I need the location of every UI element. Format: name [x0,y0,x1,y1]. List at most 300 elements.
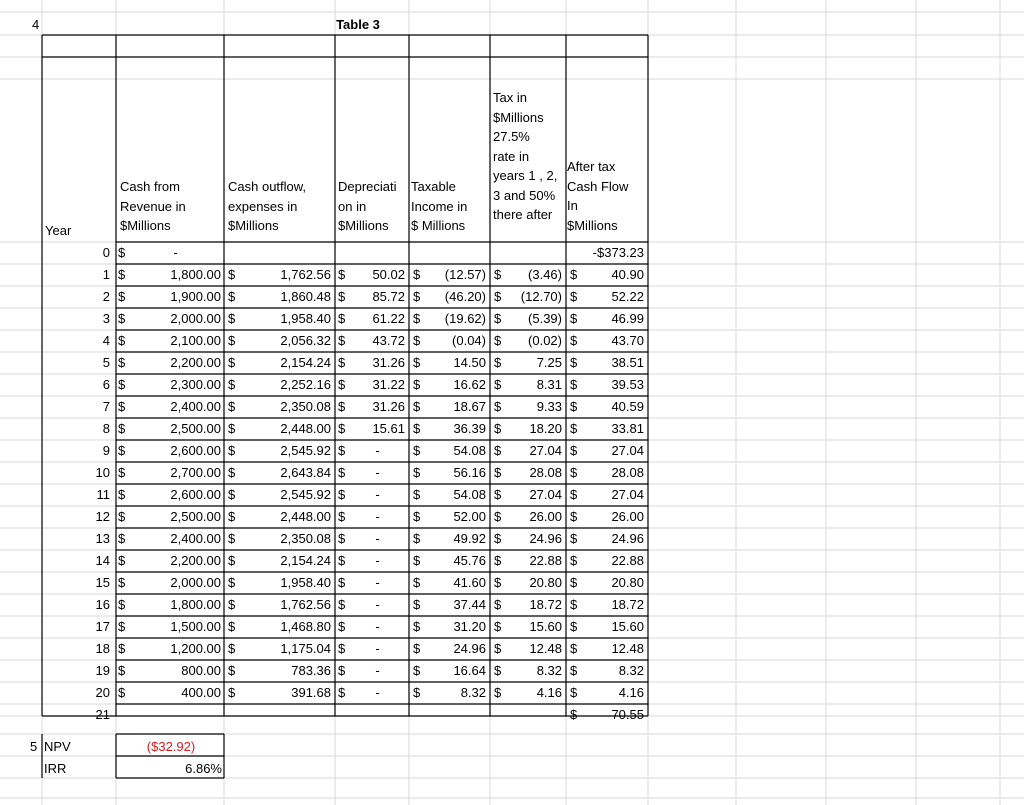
cell-dep[interactable]: - [375,465,380,480]
cell-acf[interactable]: 33.81 [611,421,644,436]
currency-symbol: $ [118,399,126,414]
cell-rev[interactable]: 1,500.00 [170,619,221,634]
cell-dep[interactable]: - [375,509,380,524]
cell-tax[interactable]: 24.96 [529,531,562,546]
currency-symbol: $ [228,619,236,634]
cell-tax_inc[interactable]: (0.04) [452,333,486,348]
currency-symbol: $ [494,597,502,612]
currency-symbol: $ [494,267,502,282]
cell-out[interactable]: 2,154.24 [280,553,331,568]
cell-rev[interactable]: 400.00 [181,685,221,700]
year-cell[interactable]: 11 [96,487,110,502]
cell-tax_inc[interactable]: 24.96 [453,641,486,656]
header-tax-line: rate in [493,148,530,164]
year-cell[interactable]: 3 [102,311,110,326]
cell-tax_inc[interactable]: 49.92 [453,531,486,546]
currency-symbol: $ [118,333,126,348]
cell-acf[interactable]: 52.22 [611,289,644,304]
currency-symbol: $ [228,355,236,370]
cell-tax_inc[interactable]: 45.76 [453,553,486,568]
currency-symbol: $ [494,641,502,656]
cell-tax_inc[interactable]: (46.20) [444,289,486,304]
year-cell[interactable]: 9 [102,443,110,458]
cell-tax[interactable]: 20.80 [529,575,562,590]
cell-acf[interactable]: 15.60 [611,619,644,634]
header-revenue-line: $Millions [120,218,171,233]
currency-symbol: $ [118,575,126,590]
header-depreciation-line: $Millions [338,218,389,233]
currency-symbol: $ [494,685,502,700]
currency-symbol: $ [228,267,236,282]
currency-symbol: $ [228,289,236,304]
currency-symbol: $ [570,553,578,568]
irr-value[interactable]: 6.86% [185,761,222,776]
currency-symbol: $ [228,377,236,392]
cell-acf[interactable]: 18.72 [611,597,644,612]
header-revenue [120,177,225,236]
currency-symbol: $ [338,509,346,524]
currency-symbol: $ [413,685,421,700]
currency-symbol: $ [494,465,502,480]
cell-tax_inc[interactable]: 8.32 [460,685,486,700]
currency-symbol: $ [413,531,421,546]
currency-symbol: $ [570,509,578,524]
year-cell[interactable]: 6 [102,377,110,392]
year-cell[interactable]: 5 [102,355,110,370]
cell-out[interactable]: 1,175.04 [280,641,331,656]
npv-value[interactable]: ($32.92) [146,739,196,754]
cell-tax[interactable]: 4.16 [536,685,562,700]
currency-symbol: $ [570,465,578,480]
cell-acf[interactable]: 43.70 [611,333,644,348]
cell-out[interactable]: 1,762.56 [280,597,331,612]
header-taxable-line: $ Millions [411,218,466,233]
cell-dep[interactable]: - [375,685,380,700]
currency-symbol: $ [228,465,236,480]
currency-symbol: $ [118,597,126,612]
cell-rev[interactable]: 2,200.00 [170,553,221,568]
cell-out[interactable]: 2,643.84 [280,465,331,480]
currency-symbol: $ [570,399,578,414]
cell-tax_inc[interactable]: 52.00 [453,509,486,524]
currency-symbol: $ [494,553,502,568]
cell-out[interactable]: 2,154.24 [280,355,331,370]
currency-symbol: $ [413,311,421,326]
cell-dep[interactable]: - [375,553,380,568]
currency-symbol: $ [570,267,578,282]
currency-symbol: $ [118,289,126,304]
currency-symbol: $ [413,509,421,524]
cell-out[interactable]: 1,958.40 [280,575,331,590]
cell-out[interactable]: 2,448.00 [280,421,331,436]
currency-symbol: $ [494,509,502,524]
currency-symbol: $ [338,399,346,414]
cell-acf[interactable]: 20.80 [611,575,644,590]
cell-tax_inc[interactable]: 54.08 [453,443,486,458]
currency-symbol: $ [228,575,236,590]
cell-tax_inc[interactable]: 54.08 [453,487,486,502]
cell-tax[interactable]: 28.08 [529,465,562,480]
header-aftertax-line: Cash Flow [567,178,629,194]
currency-symbol: $ [413,663,421,678]
currency-symbol: $ [118,465,126,480]
cell-dep[interactable]: - [375,663,380,678]
currency-symbol: $ [494,663,502,678]
currency-symbol: $ [338,333,346,348]
year-cell[interactable]: 15 [95,575,110,590]
cell-rev[interactable]: 2,400.00 [170,531,221,546]
cell-acf[interactable]: 38.51 [611,355,644,370]
currency-symbol: $ [118,377,126,392]
cell-tax_inc[interactable]: 56.16 [453,465,486,480]
currency-symbol: $ [570,289,578,304]
currency-symbol: $ [118,663,126,678]
currency-symbol: $ [118,531,126,546]
currency-symbol: $ [413,421,421,436]
currency-symbol: $ [413,399,421,414]
year-cell[interactable]: 13 [95,531,110,546]
cell-out[interactable]: 2,350.08 [280,531,331,546]
npv-label[interactable]: NPV [44,739,71,754]
header-aftertax-line: $Millions [567,217,618,233]
header-tax-line: years 1 , 2, [493,168,558,183]
header-tax-line: 27.5% [493,129,530,144]
currency-symbol: $ [413,641,421,656]
cell-tax[interactable]: 18.20 [529,421,562,436]
cell-tax[interactable]: 9.33 [536,399,562,414]
cell-dep[interactable]: 50.02 [372,267,405,282]
cell-out[interactable]: 783.36 [291,663,331,678]
currency-symbol: $ [494,289,502,304]
currency-symbol: $ [338,685,346,700]
currency-symbol: $ [338,465,346,480]
cell-tax[interactable]: 7.25 [536,355,562,370]
currency-symbol: $ [228,553,236,568]
cell-acf[interactable]: 46.99 [611,311,644,326]
currency-symbol: $ [338,553,346,568]
year-cell[interactable]: 0 [102,245,110,260]
currency-symbol: $ [118,443,126,458]
currency-symbol: $ [118,619,126,634]
year-cell[interactable]: 21 [95,707,110,722]
currency-symbol: $ [494,355,502,370]
cell-out[interactable]: 2,252.16 [280,377,331,392]
cell-tax[interactable]: 27.04 [529,443,562,458]
currency-symbol: $ [338,487,346,502]
cell-tax_inc[interactable]: 36.39 [453,421,486,436]
cell-acf[interactable]: 39.53 [611,377,644,392]
currency-symbol: $ [413,465,421,480]
cell-acf[interactable]: 4.16 [618,685,644,700]
currency-symbol: $ [413,597,421,612]
cell-acf[interactable]: 8.32 [618,663,644,678]
cell-tax_inc[interactable]: 14.50 [453,355,486,370]
cell-rev[interactable]: 2,000.00 [170,575,221,590]
cell-dep[interactable]: 31.26 [372,399,405,414]
cell-out[interactable]: 1,468.80 [280,619,331,634]
cell-acf[interactable]: -$373.23 [592,245,644,260]
cell-rev[interactable]: - [173,245,178,260]
currency-symbol: $ [228,685,236,700]
currency-symbol: $ [338,267,346,282]
cell-acf[interactable]: 28.08 [611,465,644,480]
cell-dep[interactable]: - [375,641,380,656]
header-aftertax-line: In [567,198,578,213]
cell-dep[interactable]: - [375,575,380,590]
currency-symbol: $ [570,663,578,678]
cell-tax[interactable]: (0.02) [528,333,562,348]
cell-rev[interactable]: 2,200.00 [170,355,221,370]
cell-dep[interactable]: 85.72 [372,289,405,304]
currency-symbol: $ [338,311,346,326]
cell-acf[interactable]: 22.88 [611,553,644,568]
currency-symbol: $ [118,267,126,282]
currency-symbol: $ [228,399,236,414]
currency-symbol: $ [570,597,578,612]
cell-acf[interactable]: 40.90 [611,267,644,282]
year-cell[interactable]: 8 [102,421,110,436]
cell-tax[interactable]: 26.00 [529,509,562,524]
cell-dep[interactable]: 31.22 [372,377,405,392]
currency-symbol: $ [118,641,126,656]
currency-symbol: $ [570,421,578,436]
currency-symbol: $ [570,641,578,656]
cell-tax_inc[interactable]: 41.60 [453,575,486,590]
header-aftertax-line: After tax [567,159,616,174]
cell-tax[interactable]: (12.70) [520,289,562,304]
cell-dep[interactable]: 31.26 [372,355,405,370]
currency-symbol: $ [338,355,346,370]
currency-symbol: $ [570,619,578,634]
currency-symbol: $ [338,641,346,656]
cell-rev[interactable]: 2,600.00 [170,487,221,502]
currency-symbol: $ [413,619,421,634]
currency-symbol: $ [494,531,502,546]
cell-out[interactable]: 2,545.92 [280,487,331,502]
cell-out[interactable]: 1,958.40 [280,311,331,326]
year-cell[interactable]: 4 [102,333,110,348]
year-cell[interactable]: 14 [95,553,110,568]
cell-acf[interactable]: 70.55 [611,707,644,722]
header-revenue-line: Revenue in [120,198,186,214]
currency-symbol: $ [494,443,502,458]
cell-dep[interactable]: 15.61 [372,421,405,436]
header-depreciation-line: on in [338,198,367,214]
currency-symbol: $ [338,619,346,634]
currency-symbol: $ [494,333,502,348]
year-cell[interactable]: 12 [95,509,110,524]
currency-symbol: $ [118,509,126,524]
header-outflow-line: expenses in [228,198,298,214]
currency-symbol: $ [228,487,236,502]
cell-tax_inc[interactable]: 18.67 [453,399,486,414]
cell-dep[interactable]: - [375,619,380,634]
cell-rev[interactable]: 2,500.00 [170,421,221,436]
header-revenue-line: Cash from [120,179,180,194]
cell-out[interactable]: 2,350.08 [280,399,331,414]
cell-tax[interactable]: (3.46) [528,267,562,282]
year-cell[interactable]: 2 [102,289,110,304]
currency-symbol: $ [413,289,421,304]
row-label-4: 4 [32,17,40,32]
currency-symbol: $ [413,487,421,502]
header-taxable-line: Income in [411,198,468,214]
currency-symbol: $ [338,663,346,678]
currency-symbol: $ [118,311,126,326]
cell-tax_inc[interactable]: 16.64 [453,663,486,678]
cell-rev[interactable]: 2,600.00 [170,443,221,458]
cell-out[interactable]: 2,056.32 [280,333,331,348]
currency-symbol: $ [338,377,346,392]
cell-acf[interactable]: 27.04 [611,443,644,458]
cell-out[interactable]: 1,860.48 [280,289,331,304]
currency-symbol: $ [494,377,502,392]
currency-symbol: $ [570,443,578,458]
currency-symbol: $ [228,421,236,436]
cell-acf[interactable]: 27.04 [611,487,644,502]
currency-symbol: $ [570,707,578,722]
cell-acf[interactable]: 26.00 [611,509,644,524]
cell-tax[interactable]: 8.31 [536,377,562,392]
currency-symbol: $ [494,487,502,502]
cell-acf[interactable]: 24.96 [611,531,644,546]
header-tax-line: Tax in [493,90,527,105]
year-cell[interactable]: 19 [95,663,110,678]
currency-symbol: $ [338,531,346,546]
header-tax [493,88,567,225]
currency-symbol: $ [118,421,126,436]
cell-tax[interactable]: 15.60 [529,619,562,634]
currency-symbol: $ [118,685,126,700]
currency-symbol: $ [338,289,346,304]
header-depreciation [338,177,408,236]
currency-symbol: $ [413,443,421,458]
cell-dep[interactable]: - [375,531,380,546]
currency-symbol: $ [228,641,236,656]
currency-symbol: $ [570,377,578,392]
cell-tax[interactable]: 22.88 [529,553,562,568]
header-outflow [228,177,334,236]
currency-symbol: $ [413,355,421,370]
currency-symbol: $ [413,553,421,568]
year-cell[interactable]: 16 [95,597,110,612]
cell-tax[interactable]: 8.32 [536,663,562,678]
header-outflow-line: $Millions [228,218,279,233]
cell-rev[interactable]: 2,000.00 [170,311,221,326]
currency-symbol: $ [338,597,346,612]
cell-out[interactable]: 2,545.92 [280,443,331,458]
cell-tax[interactable]: (5.39) [528,311,562,326]
currency-symbol: $ [413,575,421,590]
currency-symbol: $ [570,311,578,326]
irr-label[interactable]: IRR [44,761,67,776]
cell-rev[interactable]: 2,700.00 [170,465,221,480]
cell-dep[interactable]: 43.72 [372,333,405,348]
cell-tax_inc[interactable]: 37.44 [453,597,486,612]
currency-symbol: $ [570,355,578,370]
cell-tax[interactable]: 12.48 [529,641,562,656]
currency-symbol: $ [570,575,578,590]
table-title: Table 3 [336,17,380,32]
cell-dep[interactable]: - [375,487,380,502]
cell-rev[interactable]: 2,500.00 [170,509,221,524]
cell-rev[interactable]: 1,900.00 [170,289,221,304]
currency-symbol: $ [338,421,346,436]
cell-out[interactable]: 1,762.56 [280,267,331,282]
currency-symbol: $ [570,531,578,546]
cell-acf[interactable]: 12.48 [611,641,644,656]
cell-tax_inc[interactable]: 16.62 [453,377,486,392]
currency-symbol: $ [118,553,126,568]
currency-symbol: $ [570,685,578,700]
currency-symbol: $ [494,619,502,634]
year-cell[interactable]: 10 [95,465,110,480]
cell-dep[interactable]: 61.22 [372,311,405,326]
cell-tax[interactable]: 27.04 [529,487,562,502]
cell-rev[interactable]: 1,800.00 [170,267,221,282]
year-cell[interactable]: 7 [102,399,110,414]
currency-symbol: $ [570,333,578,348]
currency-symbol: $ [228,443,236,458]
currency-symbol: $ [228,597,236,612]
cell-tax[interactable]: 18.72 [529,597,562,612]
header-year: Year [45,223,72,238]
header-taxable [411,177,489,236]
currency-symbol: $ [118,487,126,502]
year-cell[interactable]: 18 [95,641,110,656]
currency-symbol: $ [494,421,502,436]
cell-tax_inc[interactable]: (19.62) [444,311,486,326]
cell-rev[interactable]: 800.00 [181,663,221,678]
header-tax-line: $Millions [493,109,544,125]
header-outflow-line: Cash outflow, [228,179,307,194]
cell-out[interactable]: 2,448.00 [280,509,331,524]
year-cell[interactable]: 20 [95,685,110,700]
cell-acf[interactable]: 40.59 [611,399,644,414]
currency-symbol: $ [118,245,126,260]
cell-dep[interactable]: - [375,597,380,612]
currency-symbol: $ [338,443,346,458]
cell-rev[interactable]: 2,100.00 [170,333,221,348]
cell-rev[interactable]: 1,800.00 [170,597,221,612]
currency-symbol: $ [413,267,421,282]
row-label-5: 5 [30,739,38,754]
currency-symbol: $ [413,377,421,392]
year-cell[interactable]: 1 [102,267,110,282]
cell-rev[interactable]: 2,400.00 [170,399,221,414]
currency-symbol: $ [413,333,421,348]
cell-rev[interactable]: 1,200.00 [170,641,221,656]
currency-symbol: $ [494,399,502,414]
cell-dep[interactable]: - [375,443,380,458]
currency-symbol: $ [228,311,236,326]
currency-symbol: $ [118,355,126,370]
header-depreciation-line: Depreciati [338,179,397,194]
currency-symbol: $ [228,509,236,524]
header-tax-line: 3 and 50% [493,187,556,203]
currency-symbol: $ [338,575,346,590]
cell-tax_inc[interactable]: (12.57) [444,267,486,282]
header-taxable-line: Taxable [411,179,456,194]
cell-rev[interactable]: 2,300.00 [170,377,221,392]
currency-symbol: $ [494,311,502,326]
currency-symbol: $ [570,487,578,502]
year-cell[interactable]: 17 [95,619,110,634]
header-tax-line: there after [493,207,553,222]
cell-out[interactable]: 391.68 [291,685,331,700]
cell-tax_inc[interactable]: 31.20 [453,619,486,634]
currency-symbol: $ [494,575,502,590]
